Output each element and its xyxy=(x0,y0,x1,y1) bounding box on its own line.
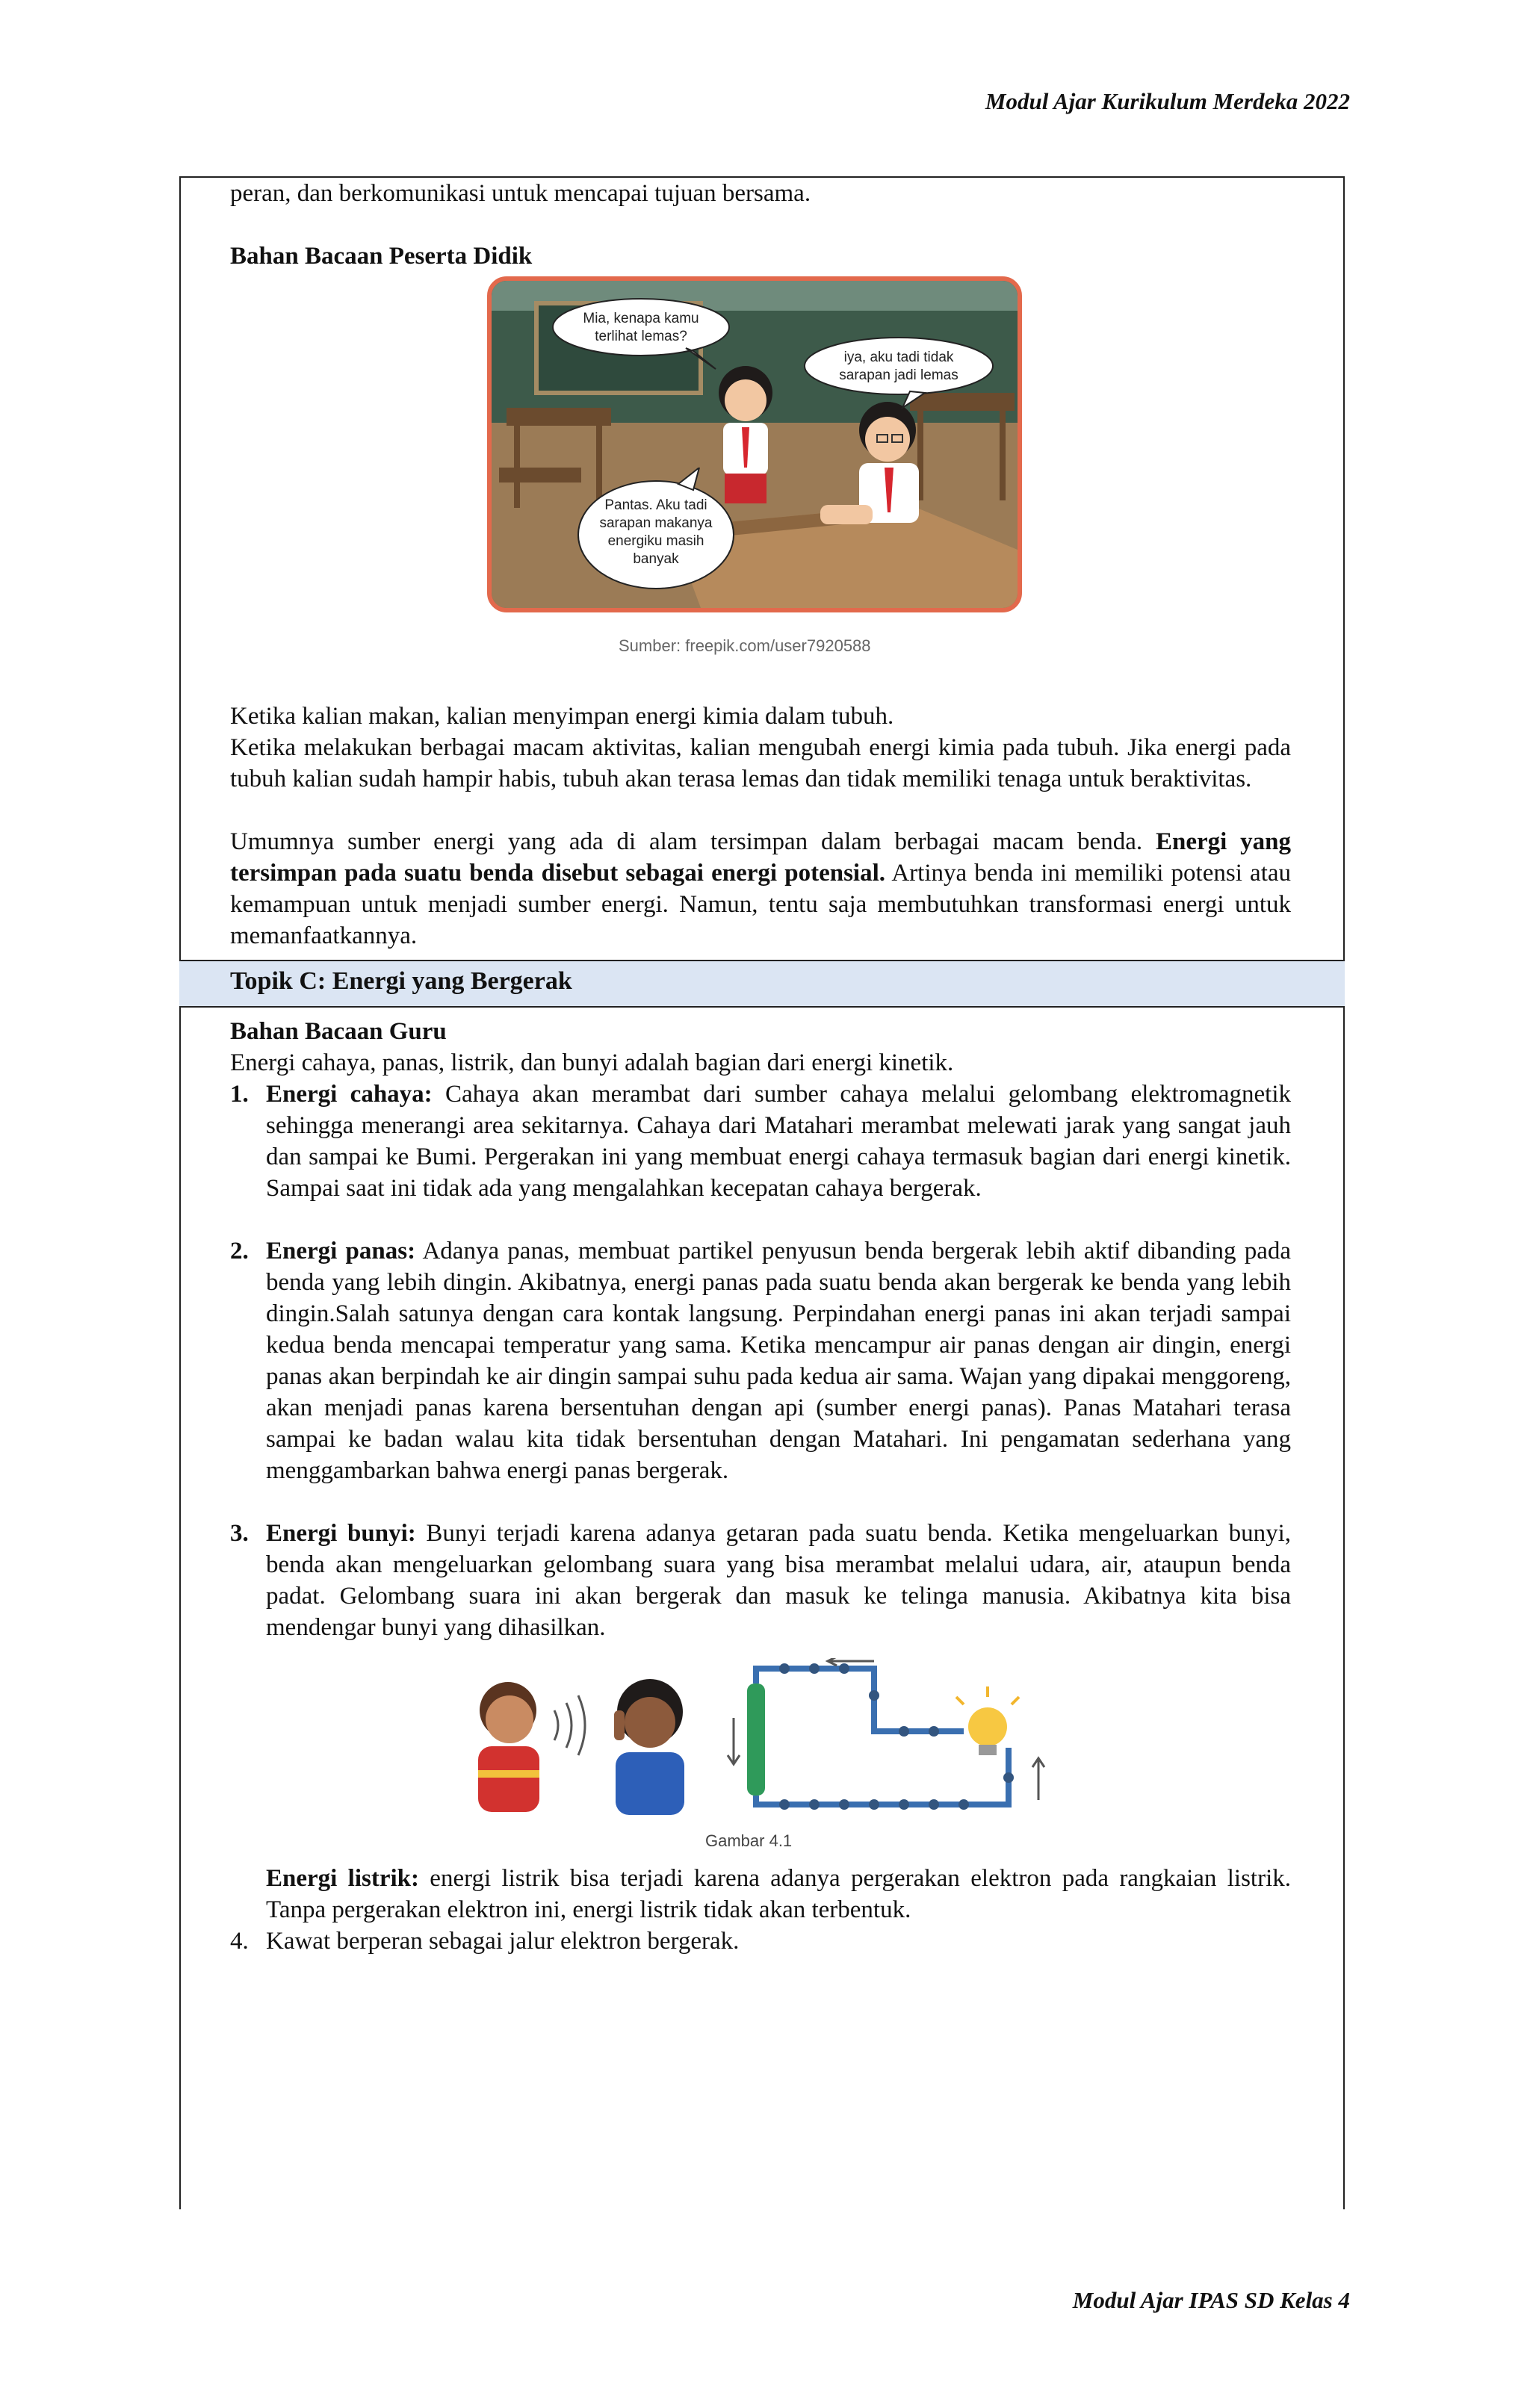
bubble2-line1: iya, aku tadi tidak xyxy=(843,350,954,365)
paragraph-3 xyxy=(230,826,1291,952)
paragraph-3-bold: Energi yang tersimpan pada suatu benda disebut sebagai energi potensial. xyxy=(230,828,1291,887)
paragraph-2: Ketika melakukan berbagai macam aktivitas, kalian mengubah energi kimia pada tubuh. Jika energi pada tubuh kalian sudah hampir habis, tubuh akan terasa lemas dan tidak memiliki tenaga untuk beraktivitas. xyxy=(230,734,1291,792)
item-2 xyxy=(266,1235,1291,1486)
page-header: Modul Ajar Kurikulum Merdeka 2022 xyxy=(985,88,1350,114)
item-3-number: 3. xyxy=(230,1520,249,1547)
item-1-number: 1. xyxy=(230,1081,249,1108)
teacher-reading-heading: Bahan Bacaan Guru xyxy=(230,1018,447,1045)
paragraph-3-start: Umumnya sumber energi yang ada di alam tersimpan dalam berbagai macam benda. xyxy=(230,828,1156,855)
bubble3-line3: energiku masih xyxy=(607,533,704,549)
item-3-term: Energi bunyi: xyxy=(266,1520,416,1547)
sound-waves xyxy=(554,1695,585,1755)
intro-line: peran, dan berkomunikasi untuk mencapai tujuan bersama. xyxy=(230,180,811,207)
paragraph-3-end: Artinya benda ini memiliki potensi atau kemampuan untuk menjadi sumber energi. Namun, tentu saja membutuhkan transformasi energi untuk memanfaatkannya. xyxy=(230,860,1292,949)
bubble3-line4: banyak xyxy=(633,551,679,567)
item-3-text: Bunyi terjadi karena adanya getaran pada suatu benda. Ketika mengeluarkan bunyi, benda akan mengeluarkan gelombang suara yang bisa merambat melalui udara, air, ataupun benda padat. Gelombang suara ini akan bergerak dan masuk ke telinga manusia. Akibatnya kita bisa mendengar bunyi yang dihasilkan. xyxy=(266,1520,1291,1641)
electric-circuit xyxy=(728,1658,1044,1810)
figure-caption: Gambar 4.1 xyxy=(705,1831,793,1850)
topic-title: Topik C: Energi yang Bergerak xyxy=(230,967,572,995)
item-2-term: Energi panas: xyxy=(266,1238,416,1264)
electric-text: energi listrik bisa terjadi karena adanya pergerakan elektron pada rangkaian listrik. Tanpa pergerakan elektron ini, energi listrik tidak akan terbentuk. xyxy=(266,1865,1291,1923)
sound-circuit-illustration xyxy=(456,1658,1068,1822)
item-2-text: Adanya panas, membuat partikel penyusun benda bergerak lebih aktif dibanding pada benda yang lebih dingin. Akibatnya, energi panas pada suatu benda akan bergerak ke benda yang lebih dingin.Salah satunya dengan cara kontak langsung. Perpindahan energi panas ini akan terjadi sampai kedua benda mencapai temperatur yang sama. Ketika mencampur air panas dengan air dingin, energi panas akan berpindah ke air dingin sampai suhu pada kedua air sama. Wajan yang dipakai menggoreng, akan menjadi panas karena bersentuhan dengan api (sumber energi panas). Panas Matahari terasa sampai ke badan walau kita tidak bersentuhan dengan Matahari. Ini pengamatan sederhana yang menggambarkan bahwa energi panas bergerak. xyxy=(266,1238,1291,1484)
paragraph-1: Ketika kalian makan, kalian menyimpan energi kimia dalam tubuh. xyxy=(230,703,894,730)
bubble1-line2: terlihat lemas? xyxy=(595,329,687,344)
item-3 xyxy=(266,1518,1291,1643)
item-4-number: 4. xyxy=(230,1928,249,1955)
electric-energy-paragraph xyxy=(266,1863,1291,1926)
image-credit: Sumber: freepik.com/user7920588 xyxy=(619,636,871,655)
topic-intro: Energi cahaya, panas, listrik, dan bunyi adalah bagian dari energi kinetik. xyxy=(230,1049,954,1076)
item-4-text: Kawat berperan sebagai jalur elektron bergerak. xyxy=(266,1928,740,1955)
item-1-text: Cahaya akan merambat dari sumber cahaya melalui gelombang elektromagnetik sehingga menerangi area sekitarnya. Cahaya dari Matahari merambat melewati jarak yang sangat jauh dan sampai ke Bumi. Pergerakan ini yang membuat energi cahaya termasuk bagian dari energi kinetik. Sampai saat ini tidak ada yang mengalahkan kecepatan cahaya bergerak. xyxy=(266,1081,1291,1202)
student-reading-heading: Bahan Bacaan Peserta Didik xyxy=(230,243,533,270)
classroom-illustration xyxy=(487,276,1022,612)
bubble3-line1: Pantas. Aku tadi xyxy=(604,497,707,513)
page-footer: Modul Ajar IPAS SD Kelas 4 xyxy=(1072,2287,1350,2313)
bubble2-line2: sarapan jadi lemas xyxy=(839,367,958,383)
boy-speaking xyxy=(478,1682,539,1812)
item-1 xyxy=(266,1079,1291,1204)
boy-listening xyxy=(614,1679,684,1815)
item-2-number: 2. xyxy=(230,1238,249,1264)
item-1-term: Energi cahaya: xyxy=(266,1081,433,1108)
electric-term: Energi listrik: xyxy=(266,1865,419,1892)
bubble1-line1: Mia, kenapa kamu xyxy=(583,311,699,326)
bubble3-line2: sarapan makanya xyxy=(599,515,713,531)
